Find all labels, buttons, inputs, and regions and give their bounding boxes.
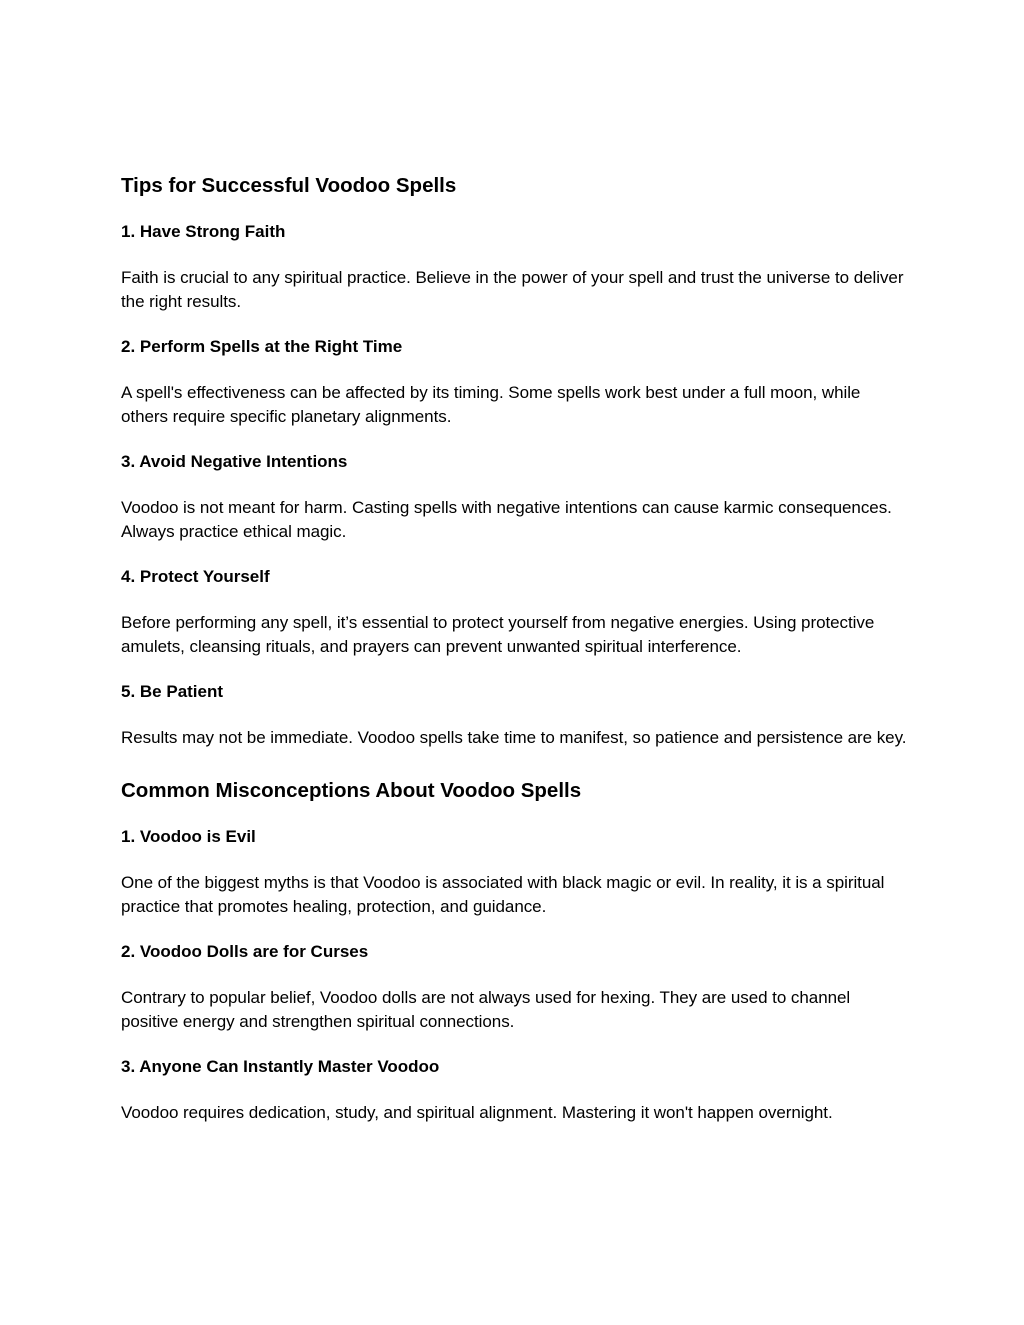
tip-body-2: A spell's effectiveness can be affected by its timing. Some spells work best under a full moon, while others require specific planetary alignments. bbox=[121, 383, 861, 426]
tip-heading-4: 4. Protect Yourself bbox=[121, 567, 270, 586]
misconception-body-1: One of the biggest myths is that Voodoo is associated with black magic or evil. In reality, it is a spiritual practice that promotes healing, protection, and guidance. bbox=[121, 873, 885, 916]
tip-heading-2: 2. Perform Spells at the Right Time bbox=[121, 337, 403, 356]
misconception-heading-3: 3. Anyone Can Instantly Master Voodoo bbox=[121, 1057, 440, 1076]
misconception-body-2: Contrary to popular belief, Voodoo dolls are not always used for hexing. They are used to channel positive energy and strengthen spiritual connections. bbox=[121, 988, 851, 1031]
tip-heading-5: 5. Be Patient bbox=[121, 682, 224, 701]
tip-heading-1: 1. Have Strong Faith bbox=[121, 222, 286, 241]
misconception-body-3: Voodoo requires dedication, study, and spiritual alignment. Mastering it won't happen overnight. bbox=[121, 1103, 833, 1122]
misconception-heading-2: 2. Voodoo Dolls are for Curses bbox=[121, 942, 369, 961]
tip-body-3: Voodoo is not meant for harm. Casting spells with negative intentions can cause karmic consequences. Always practice ethical magic. bbox=[121, 498, 892, 541]
tip-body-1: Faith is crucial to any spiritual practice. Believe in the power of your spell and trust the universe to deliver the right results. bbox=[121, 268, 904, 311]
document-page bbox=[121, 172, 911, 1125]
tip-heading-3: 3. Avoid Negative Intentions bbox=[121, 452, 348, 471]
section-title-tips: Tips for Successful Voodoo Spells bbox=[121, 174, 457, 197]
section-title-misconceptions: Common Misconceptions About Voodoo Spells bbox=[121, 779, 582, 802]
tip-body-4: Before performing any spell, it’s essential to protect yourself from negative energies. Using protective amulets, cleansing rituals, and prayers can prevent unwanted spiritual interference. bbox=[121, 613, 875, 656]
tip-body-5: Results may not be immediate. Voodoo spells take time to manifest, so patience and persistence are key. bbox=[121, 728, 907, 747]
misconception-heading-1: 1. Voodoo is Evil bbox=[121, 827, 256, 846]
